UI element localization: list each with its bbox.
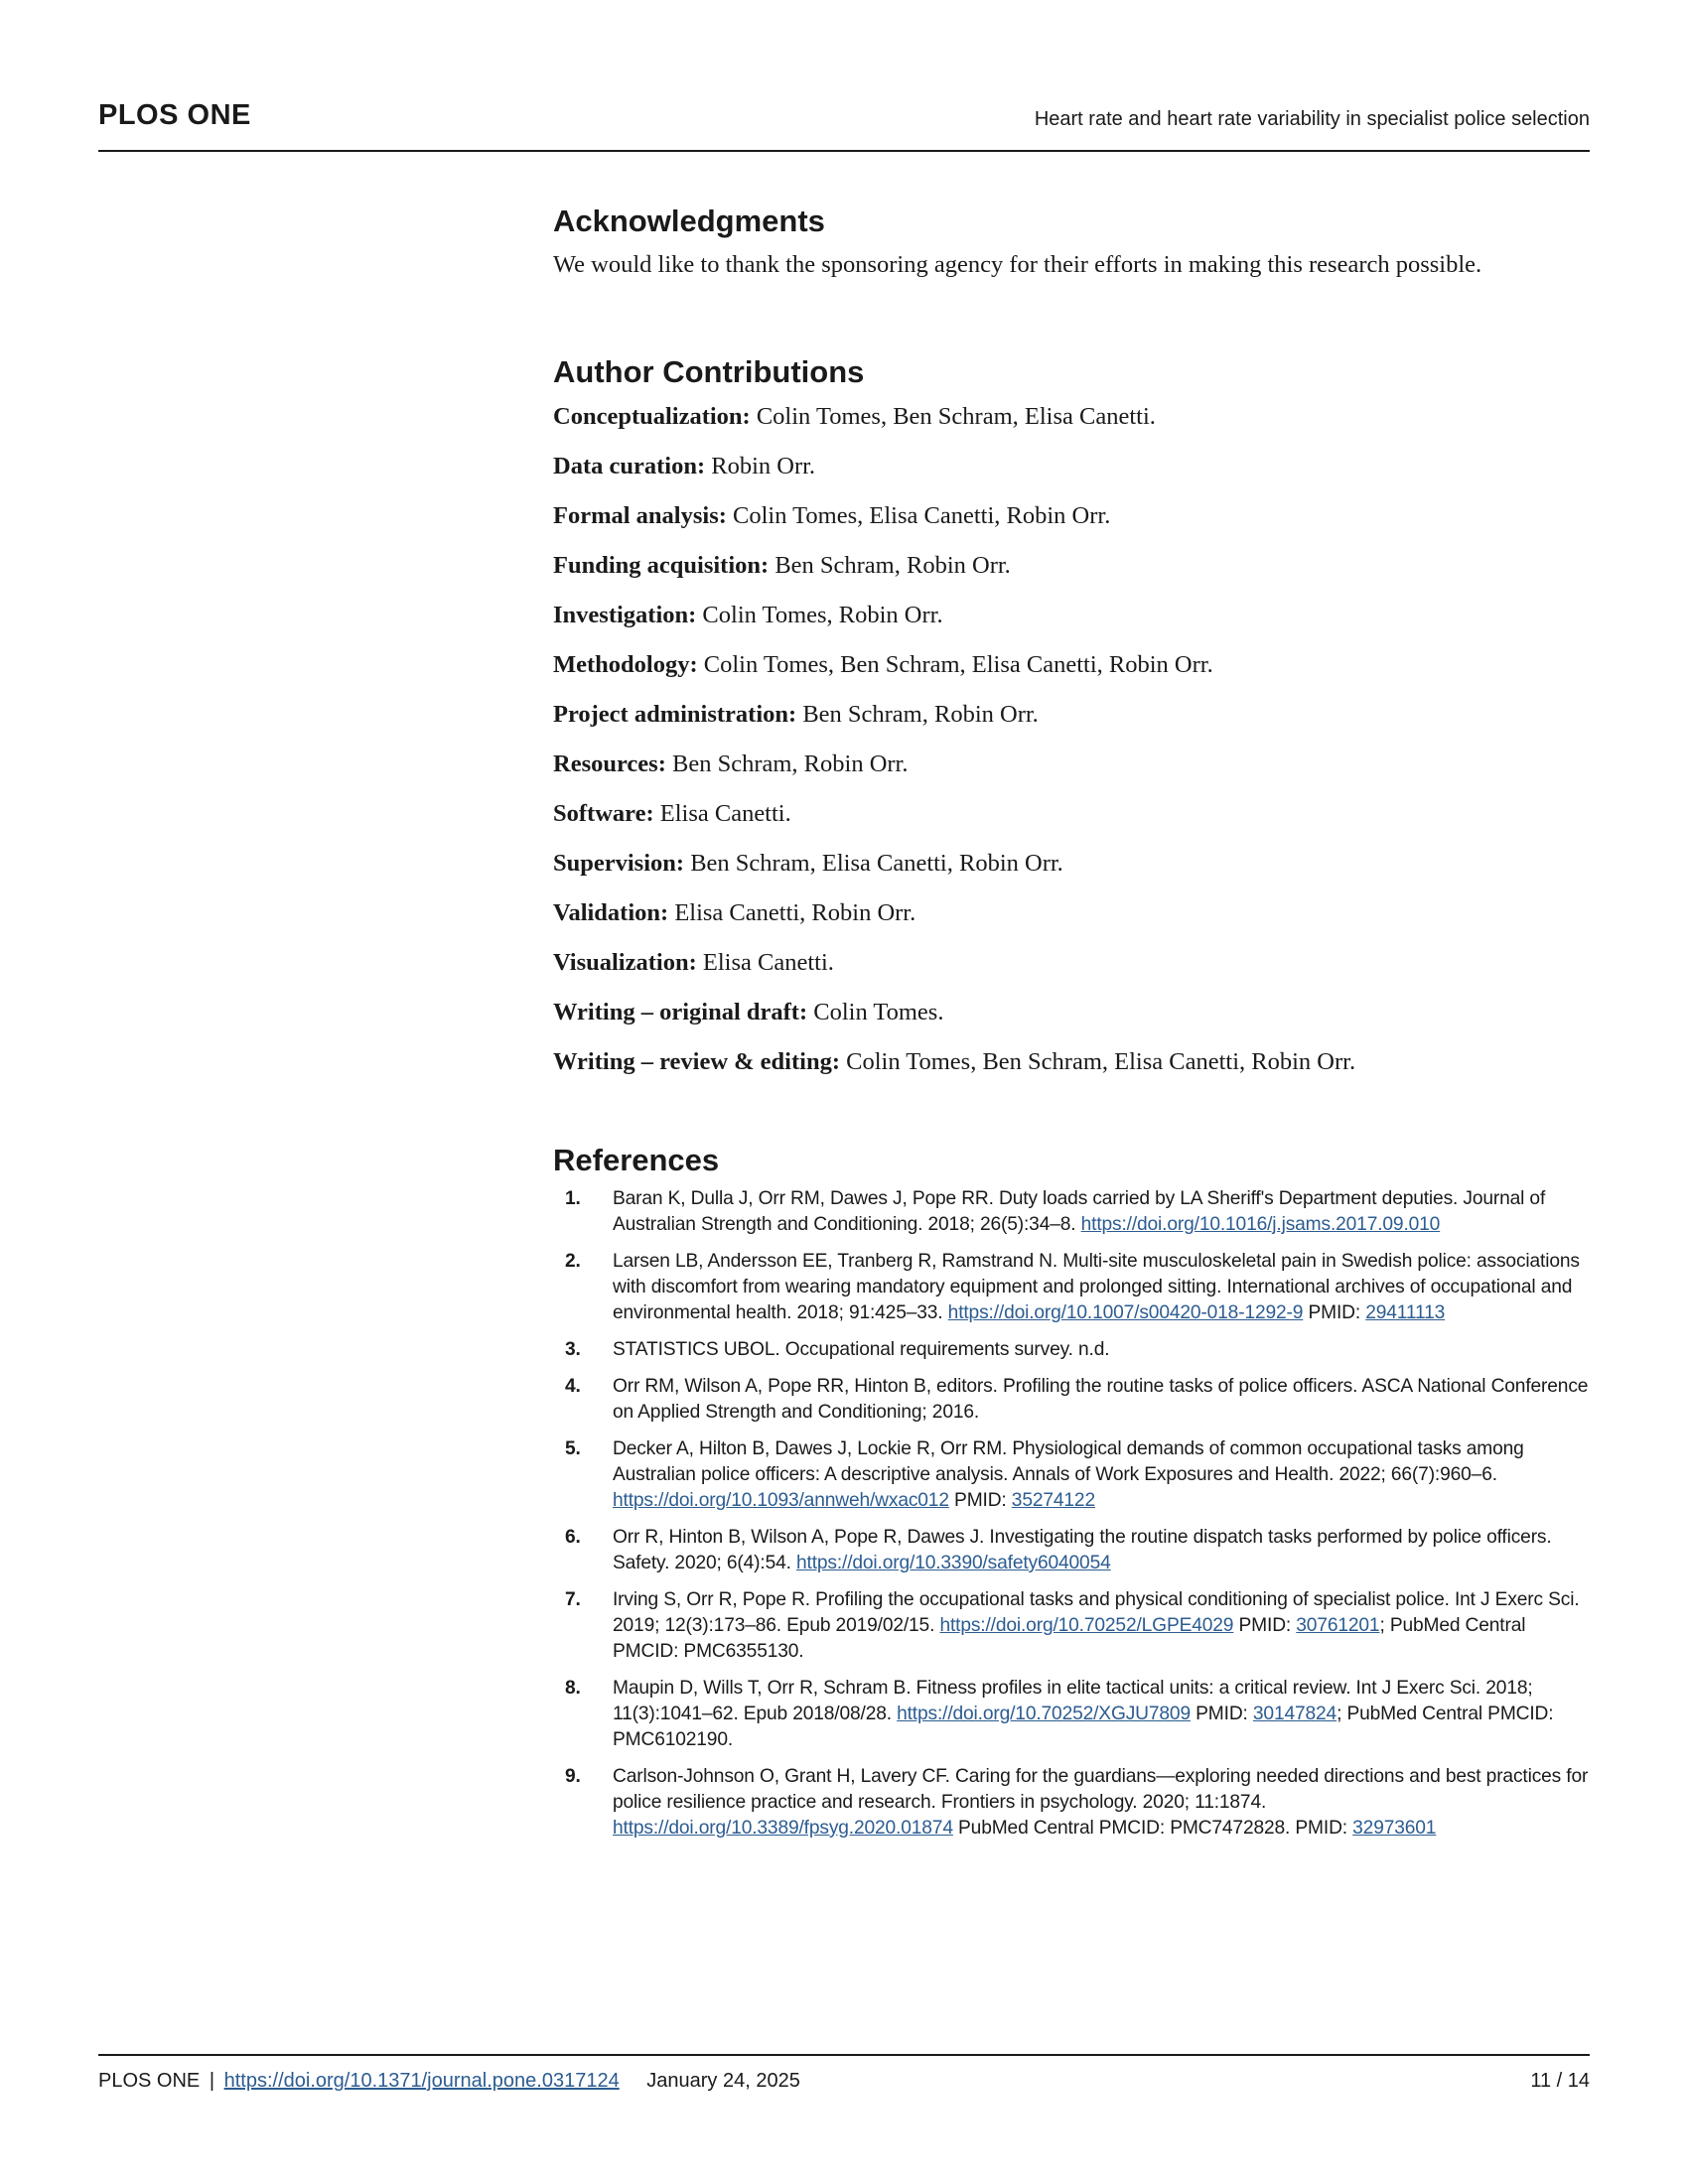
contribution-names: Colin Tomes. xyxy=(813,999,944,1025)
reference-item xyxy=(553,1249,1590,1326)
contribution-role: Conceptualization: xyxy=(553,403,751,430)
reference-text: Irving S, Orr R, Pope R. Profiling the occupational tasks and physical conditioning of specialist police. Int J Exerc Sci. 2019; 12(3):173–86. Epub 2019/02/15. xyxy=(613,1589,1580,1636)
contribution-names: Ben Schram, Elisa Canetti, Robin Orr. xyxy=(690,850,1063,877)
reference-text: STATISTICS UBOL. Occupational requirements survey. n.d. xyxy=(613,1339,1110,1360)
reference-text: Maupin D, Wills T, Orr R, Schram B. Fitness profiles in elite tactical units: a critical review. Int J Exerc Sci. 2018; 11(3):1041–62. Epub 2018/08/28. xyxy=(613,1678,1533,1724)
reference-pmid-label: PMID: xyxy=(1238,1615,1292,1636)
journal-logo: PLOS ONE xyxy=(98,99,251,131)
reference-number: 4. xyxy=(565,1376,581,1397)
contribution-item xyxy=(553,450,1590,483)
reference-pmid-label: PMID: xyxy=(1196,1704,1248,1724)
reference-item xyxy=(553,1764,1590,1842)
contribution-role: Software: xyxy=(553,800,654,827)
reference-number: 1. xyxy=(565,1188,581,1209)
contribution-item xyxy=(553,698,1590,732)
contribution-names: Colin Tomes, Robin Orr. xyxy=(702,602,943,628)
contribution-role: Funding acquisition: xyxy=(553,552,770,579)
footer-divider xyxy=(98,2054,1590,2056)
reference-text: Orr RM, Wilson A, Pope RR, Hinton B, editors. Profiling the routine tasks of police officers. ASCA National Conference on Applied Strength and Conditioning; 2016. xyxy=(613,1376,1589,1423)
reference-doi-link[interactable]: https://doi.org/10.1093/annweh/wxac012 xyxy=(613,1490,949,1511)
contribution-role: Visualization: xyxy=(553,949,697,976)
footer-date: January 24, 2025 xyxy=(646,2070,800,2092)
contribution-role: Writing – original draft: xyxy=(553,999,808,1025)
contribution-names: Ben Schram, Robin Orr. xyxy=(802,701,1039,728)
contribution-role: Data curation: xyxy=(553,453,706,479)
contribution-role: Resources: xyxy=(553,751,666,777)
contribution-item xyxy=(553,847,1590,881)
reference-number: 5. xyxy=(565,1438,581,1459)
contribution-item xyxy=(553,748,1590,781)
reference-doi-link[interactable]: https://doi.org/10.3389/fpsyg.2020.01874 xyxy=(613,1818,953,1839)
contribution-role: Investigation: xyxy=(553,602,697,628)
contribution-item xyxy=(553,400,1590,434)
contribution-role: Methodology: xyxy=(553,651,698,678)
reference-item xyxy=(553,1587,1590,1665)
references-list xyxy=(553,1186,1590,1842)
contribution-item xyxy=(553,797,1590,831)
page-number: 11 / 14 xyxy=(1530,2070,1590,2092)
reference-doi-link[interactable]: https://doi.org/10.3390/safety6040054 xyxy=(796,1553,1111,1573)
contribution-names: Colin Tomes, Ben Schram, Elisa Canetti. xyxy=(756,403,1156,430)
contribution-item xyxy=(553,896,1590,930)
reference-text: Carlson-Johnson O, Grant H, Lavery CF. Caring for the guardians—exploring needed directions and best practices for police resilience practice and research. Frontiers in psychology. 2020; 11:1874. xyxy=(613,1766,1589,1813)
reference-doi-link[interactable]: https://doi.org/10.1007/s00420-018-1292-9 xyxy=(947,1302,1304,1323)
contribution-item xyxy=(553,996,1590,1029)
contribution-item xyxy=(553,549,1590,583)
author-contributions-heading: Author Contributions xyxy=(553,354,865,389)
reference-text: Decker A, Hilton B, Dawes J, Lockie R, Orr RM. Physiological demands of common occupational tasks among Australian police officers: A descriptive analysis. Annals of Work Exposures and Health. 2022; 66(7):960–6. xyxy=(613,1438,1524,1485)
acknowledgments-text: We would like to thank the sponsoring agency for their efforts in making this research possible. xyxy=(553,251,1482,278)
reference-number: 2. xyxy=(565,1251,581,1272)
contribution-names: Elisa Canetti, Robin Orr. xyxy=(674,899,916,926)
reference-pmcid: ; PubMed Central PMCID: PMC6102190. xyxy=(613,1704,1554,1750)
reference-pmcid: PubMed Central PMCID: PMC7472828. xyxy=(958,1818,1291,1839)
footer-separator: | xyxy=(209,2070,215,2092)
reference-pmid-link[interactable]: 30761201 xyxy=(1296,1615,1380,1636)
reference-number: 3. xyxy=(565,1339,581,1360)
reference-text: Baran K, Dulla J, Orr RM, Dawes J, Pope RR. Duty loads carried by LA Sheriff's Department deputies. Journal of Australian Strength and Conditioning. 2018; 26(5):34–8. xyxy=(613,1188,1546,1235)
reference-pmid-label: PMID: xyxy=(1308,1302,1361,1323)
reference-pmid-label: PMID: xyxy=(1295,1818,1347,1839)
reference-pmid-link[interactable]: 30147824 xyxy=(1252,1704,1337,1724)
acknowledgments-heading: Acknowledgments xyxy=(553,204,825,238)
reference-item xyxy=(553,1525,1590,1576)
contribution-names: Colin Tomes, Ben Schram, Elisa Canetti, Robin Orr. xyxy=(846,1048,1356,1075)
footer-doi-link[interactable]: https://doi.org/10.1371/journal.pone.0317124 xyxy=(223,2070,620,2092)
footer xyxy=(98,2070,800,2093)
reference-pmid-link[interactable]: 29411113 xyxy=(1365,1302,1446,1323)
reference-text: Orr R, Hinton B, Wilson A, Pope R, Dawes J. Investigating the routine dispatch tasks performed by police officers. Safety. 2020; 6(4):54. xyxy=(613,1527,1552,1573)
header-divider xyxy=(98,150,1590,152)
contribution-role: Validation: xyxy=(553,899,669,926)
contribution-item xyxy=(553,648,1590,682)
reference-pmid-link[interactable]: 32973601 xyxy=(1352,1818,1437,1839)
reference-item xyxy=(553,1186,1590,1238)
footer-journal: PLOS ONE xyxy=(98,2070,201,2092)
references-section xyxy=(553,1143,1590,1842)
contribution-role: Writing – review & editing: xyxy=(553,1048,840,1075)
contribution-names: Colin Tomes, Elisa Canetti, Robin Orr. xyxy=(733,502,1111,529)
reference-pmid-link[interactable]: 35274122 xyxy=(1011,1490,1095,1511)
reference-number: 7. xyxy=(565,1589,581,1610)
contributions-list xyxy=(553,400,1590,1079)
reference-item xyxy=(553,1337,1590,1363)
main-content xyxy=(553,204,1590,1857)
reference-number: 6. xyxy=(565,1527,581,1548)
reference-pmcid: ; PubMed Central PMCID: PMC6355130. xyxy=(613,1615,1526,1662)
contribution-names: Ben Schram, Robin Orr. xyxy=(671,751,909,777)
acknowledgments-section xyxy=(553,204,1590,283)
reference-doi-link[interactable]: https://doi.org/10.70252/XGJU7809 xyxy=(897,1704,1191,1724)
contribution-role: Supervision: xyxy=(553,850,685,877)
contribution-names: Elisa Canetti. xyxy=(659,800,791,827)
reference-number: 8. xyxy=(565,1678,581,1699)
contribution-role: Formal analysis: xyxy=(553,502,727,529)
contribution-item xyxy=(553,499,1590,533)
contribution-item xyxy=(553,599,1590,632)
reference-pmid-label: PMID: xyxy=(954,1490,1007,1511)
reference-number: 9. xyxy=(565,1766,581,1787)
reference-item xyxy=(553,1676,1590,1753)
reference-item xyxy=(553,1374,1590,1426)
contribution-names: Robin Orr. xyxy=(711,453,816,479)
contribution-role: Project administration: xyxy=(553,701,797,728)
contribution-item xyxy=(553,1045,1590,1079)
reference-text: Larsen LB, Andersson EE, Tranberg R, Ramstrand N. Multi-site musculoskeletal pain in Swedish police: associations with discomfort from wearing mandatory equipment and prolonged sitting. International archives of occupational and environmental health. 2018; 91:425–33. xyxy=(613,1251,1580,1323)
references-heading: References xyxy=(553,1143,720,1177)
contribution-item xyxy=(553,946,1590,980)
running-title: Heart rate and heart rate variability in specialist police selection xyxy=(1034,108,1590,130)
reference-doi-link[interactable]: https://doi.org/10.1016/j.jsams.2017.09.010 xyxy=(1080,1214,1441,1235)
contribution-names: Colin Tomes, Ben Schram, Elisa Canetti, Robin Orr. xyxy=(703,651,1213,678)
reference-item xyxy=(553,1436,1590,1514)
contribution-names: Ben Schram, Robin Orr. xyxy=(774,552,1011,579)
reference-doi-link[interactable]: https://doi.org/10.70252/LGPE4029 xyxy=(939,1615,1234,1636)
author-contributions-section xyxy=(553,354,1590,1079)
contribution-names: Elisa Canetti. xyxy=(702,949,834,976)
